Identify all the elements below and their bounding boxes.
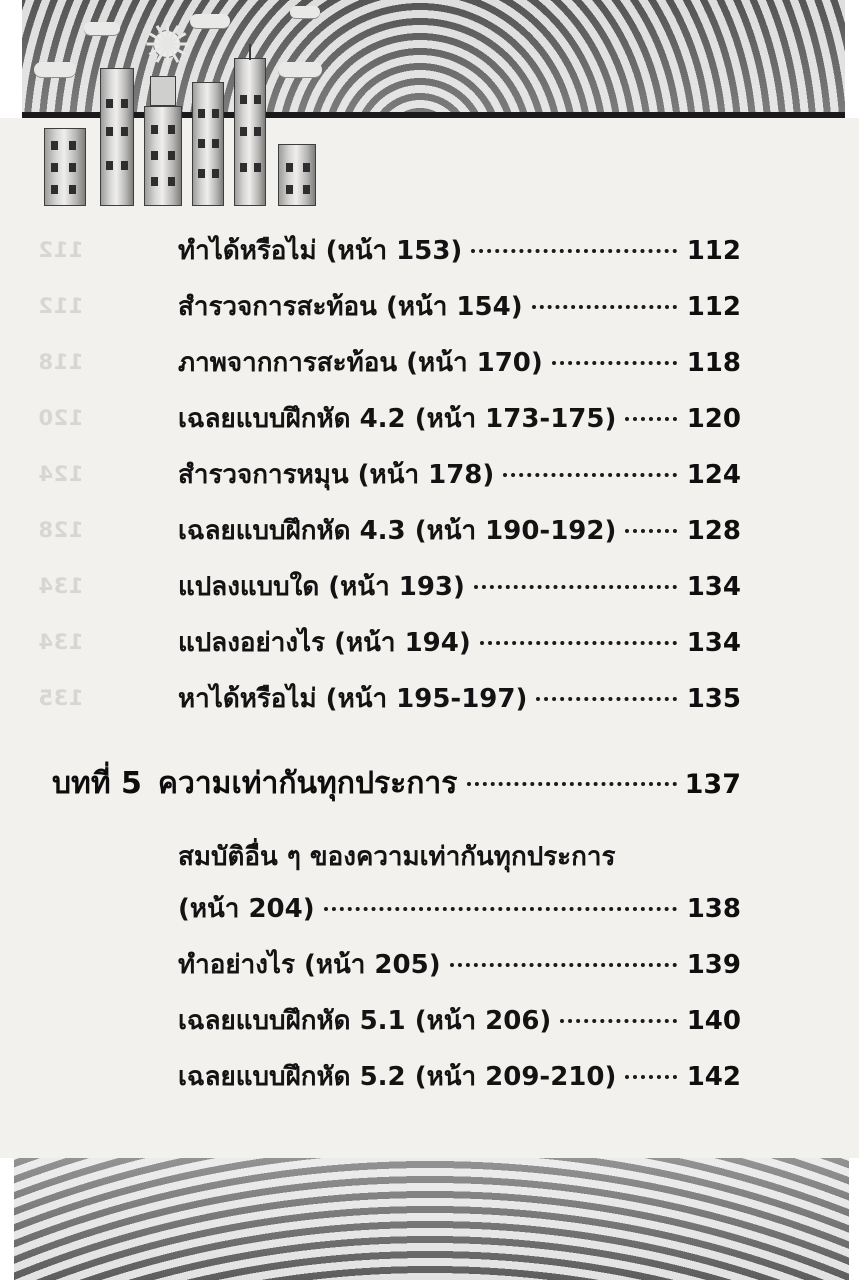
- toc-leader-dots: [625, 417, 677, 421]
- bottom-band-right-margin: [849, 1158, 859, 1280]
- band-left-margin: [0, 0, 22, 118]
- toc-entry-label: สมบัติอื่น ๆ ของความเท่ากันทุกประการ: [178, 842, 616, 872]
- toc-leader-dots: [450, 963, 677, 967]
- toc-entry[interactable]: [0, 454, 859, 510]
- chapter-title: ความเท่ากันทุกประการ: [157, 766, 458, 801]
- toc-leader-dots: [503, 473, 677, 477]
- antenna-icon: [249, 44, 251, 60]
- chapter-number: บทที่ 5: [52, 766, 142, 801]
- toc-entry[interactable]: [0, 342, 859, 398]
- cloud-icon: [278, 62, 322, 77]
- building-shape: [100, 68, 134, 206]
- ghost-text: 112: [38, 238, 84, 262]
- toc-entry-page: 142: [686, 1062, 741, 1092]
- toc-entry-label: สำรวจการหมุน (หน้า 178): [178, 460, 495, 490]
- cloud-icon: [34, 62, 76, 77]
- ghost-text: 124: [38, 462, 84, 486]
- toc-leader-dots: [467, 782, 676, 786]
- toc-leader-dots: [471, 249, 677, 253]
- toc-entry-page: 135: [686, 684, 741, 714]
- toc-entry-label: เฉลยแบบฝึกหัด 5.1 (หน้า 206): [178, 1006, 552, 1036]
- ghost-text: 120: [38, 406, 84, 430]
- toc-leader-dots: [474, 585, 677, 589]
- toc-leader-dots: [532, 305, 677, 309]
- toc-entry[interactable]: [0, 944, 859, 1000]
- toc-entry-page: 112: [686, 236, 741, 266]
- bottom-band-left-margin: [0, 1158, 14, 1280]
- toc-entry-label: เฉลยแบบฝึกหัด 5.2 (หน้า 209-210): [178, 1062, 617, 1092]
- toc-leader-dots: [480, 641, 677, 645]
- toc-entry-line2[interactable]: [0, 888, 859, 944]
- cloud-icon: [190, 14, 230, 28]
- toc-entry[interactable]: [0, 510, 859, 566]
- toc-entry-page: 112: [686, 292, 741, 322]
- toc-leader-dots: [560, 1019, 677, 1023]
- building-shape: [278, 144, 316, 206]
- toc-entry[interactable]: [0, 230, 859, 286]
- cloud-icon: [290, 6, 320, 18]
- toc-entry-label: เฉลยแบบฝึกหัด 4.2 (หน้า 173-175): [178, 404, 617, 434]
- ghost-text: 128: [38, 518, 84, 542]
- toc-entry-label-cont: (หน้า 204): [178, 894, 315, 924]
- toc-entry[interactable]: [0, 566, 859, 622]
- toc-entry[interactable]: [0, 1000, 859, 1056]
- toc-entry[interactable]: [0, 398, 859, 454]
- toc-leader-dots: [625, 1075, 677, 1079]
- toc-entry-line1[interactable]: [0, 836, 859, 888]
- toc-entry-label: แปลงแบบใด (หน้า 193): [178, 572, 465, 602]
- chapter-page: 137: [684, 769, 741, 800]
- toc-entry[interactable]: [0, 1056, 859, 1112]
- sun-icon: [140, 18, 194, 70]
- toc-entry-page: 124: [686, 460, 741, 490]
- ghost-text: 134: [38, 574, 84, 598]
- toc-entry-page: 138: [686, 894, 741, 924]
- ghost-text: 135: [38, 686, 84, 710]
- toc-entry-page: 134: [686, 628, 741, 658]
- toc-entry[interactable]: [0, 286, 859, 342]
- toc-entry-label: หาได้หรือไม่ (หน้า 195-197): [178, 684, 528, 714]
- toc-entry-page: 118: [686, 348, 741, 378]
- toc-entry-page: 128: [686, 516, 741, 546]
- building-shape: [44, 128, 86, 206]
- toc-leader-dots: [552, 361, 677, 365]
- table-of-contents: [0, 230, 859, 1112]
- toc-entry-label: แปลงอย่างไร (หน้า 194): [178, 628, 471, 658]
- ghost-text: 118: [38, 350, 84, 374]
- toc-entry-page: 120: [686, 404, 741, 434]
- cloud-icon: [84, 22, 120, 35]
- toc-entry-page: 134: [686, 572, 741, 602]
- toc-entry[interactable]: [0, 622, 859, 678]
- toc-entry-page: 139: [686, 950, 741, 980]
- toc-entry-page: 140: [686, 1006, 741, 1036]
- toc-leader-dots: [625, 529, 677, 533]
- band-fade-overlay: [0, 1158, 859, 1280]
- city-skyline-illustration: [22, 0, 342, 212]
- ghost-text: 112: [38, 294, 84, 318]
- toc-leader-dots: [536, 697, 677, 701]
- bottom-decorative-band: [0, 1158, 859, 1280]
- band-right-margin: [845, 0, 859, 118]
- building-shape: [192, 82, 224, 206]
- toc-leader-dots: [324, 907, 677, 911]
- toc-entry-label: ทำอย่างไร (หน้า 205): [178, 950, 441, 980]
- building-shape: [144, 106, 182, 206]
- ghost-text: 134: [38, 630, 84, 654]
- building-shape: [234, 58, 266, 206]
- toc-entry-label: เฉลยแบบฝึกหัด 4.3 (หน้า 190-192): [178, 516, 617, 546]
- toc-entry[interactable]: [0, 678, 859, 734]
- toc-entry-label: ทำได้หรือไม่ (หน้า 153): [178, 236, 463, 266]
- toc-entry-label: สำรวจการสะท้อน (หน้า 154): [178, 292, 523, 322]
- spacer: [0, 826, 859, 836]
- toc-entry-label: ภาพจากการสะท้อน (หน้า 170): [178, 348, 543, 378]
- building-roof: [150, 76, 176, 106]
- toc-chapter-entry[interactable]: [0, 760, 859, 826]
